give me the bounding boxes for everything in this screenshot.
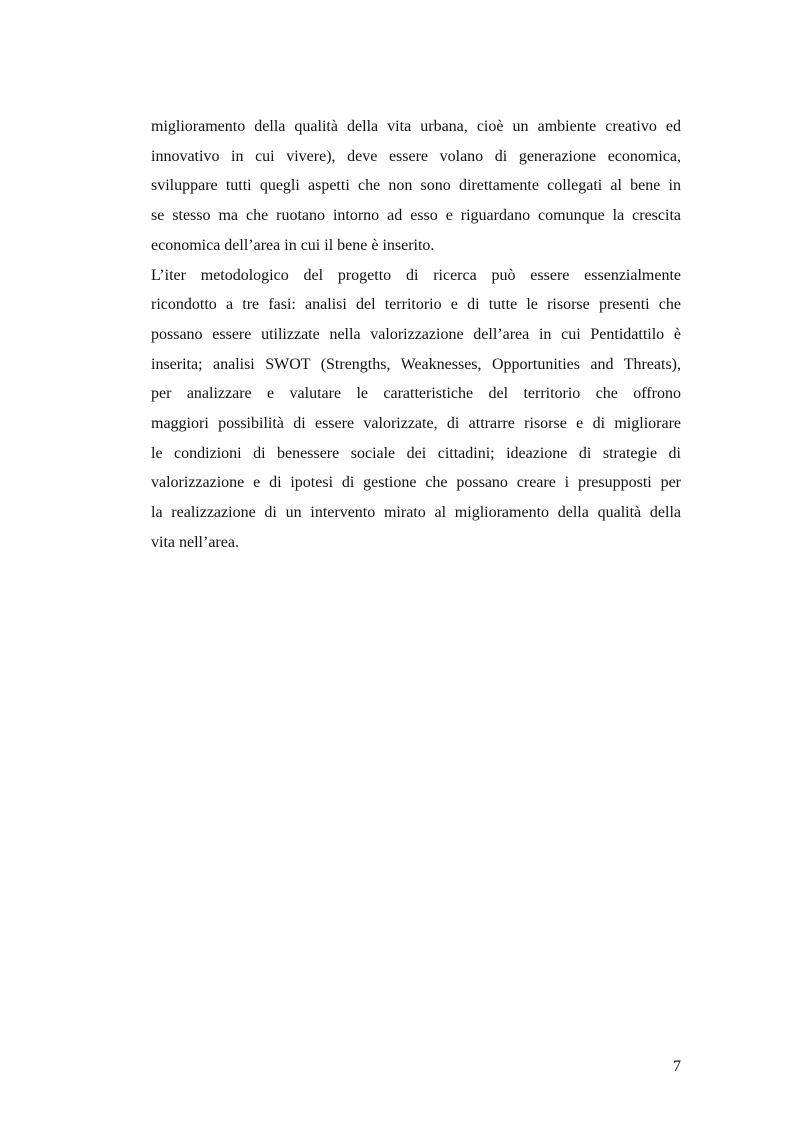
text-line: possano essere utilizzate nella valorizzazione dell’area in cui Pentidattilo è bbox=[151, 325, 681, 343]
text-line: sviluppare tutti quegli aspetti che non sono direttamente collegati al bene in bbox=[151, 177, 681, 195]
text-line: maggiori possibilità di essere valorizzate, di attrarre risorse e di migliorare bbox=[151, 415, 681, 433]
paragraph-1 bbox=[151, 112, 681, 261]
text-line: ricondotto a tre fasi: analisi del territorio e di tutte le risorse presenti che bbox=[151, 296, 681, 314]
page-number: 7 bbox=[673, 1058, 681, 1075]
text-line: inserita; analisi SWOT (Strengths, Weaknesses, Opportunities and Threats), bbox=[151, 355, 681, 373]
text-line: la realizzazione di un intervento mirato al miglioramento della qualità della bbox=[151, 504, 681, 522]
text-line: se stesso ma che ruotano intorno ad esso e riguardano comunque la crescita bbox=[151, 207, 681, 225]
text-line: miglioramento della qualità della vita urbana, cioè un ambiente creativo ed bbox=[151, 118, 681, 135]
text-line: le condizioni di benessere sociale dei cittadini; ideazione di strategie di bbox=[151, 444, 681, 462]
paragraph-2 bbox=[151, 261, 681, 558]
document-body bbox=[151, 112, 681, 558]
text-line: L’iter metodologico del progetto di ricerca può essere essenzialmente bbox=[151, 266, 681, 284]
text-line: vita nell’area. bbox=[151, 533, 239, 551]
text-line: valorizzazione e di ipotesi di gestione che possano creare i presupposti per bbox=[151, 474, 681, 492]
text-line: innovativo in cui vivere), deve essere volano di generazione economica, bbox=[151, 147, 681, 165]
text-line: per analizzare e valutare le caratteristiche del territorio che offrono bbox=[151, 385, 681, 403]
text-line: economica dell’area in cui il bene è inserito. bbox=[151, 236, 435, 254]
